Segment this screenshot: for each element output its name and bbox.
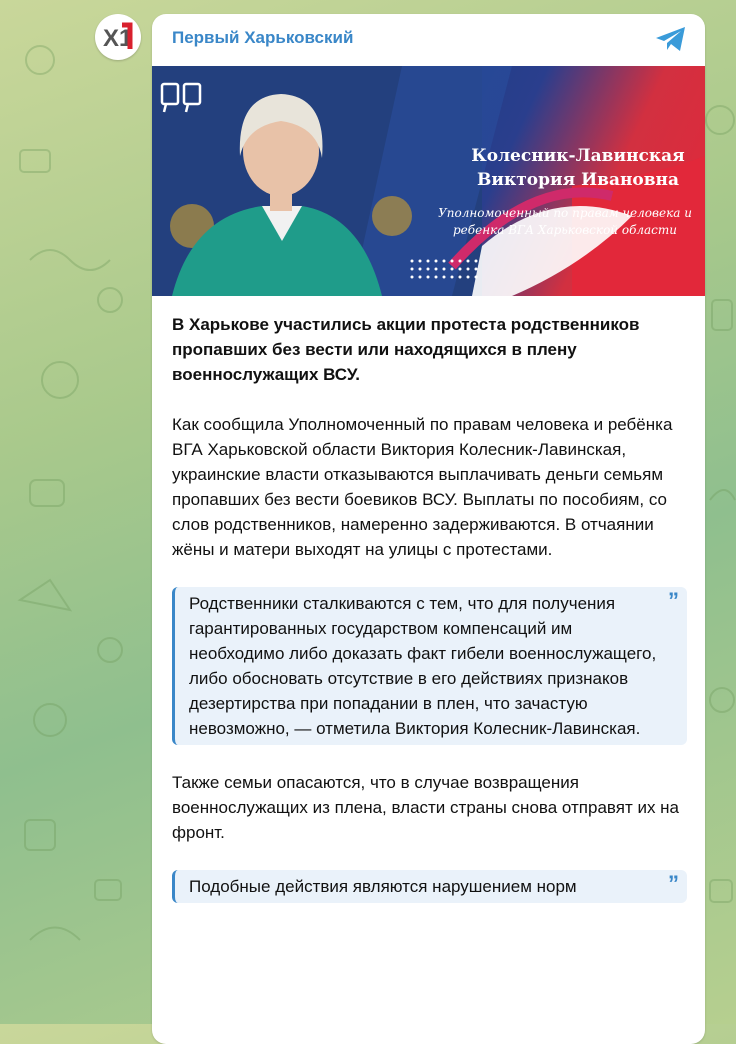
post-image[interactable]	[152, 66, 705, 296]
channel-avatar[interactable]	[95, 14, 141, 60]
banner-name-line1: Колесник-Лавинская	[471, 146, 685, 166]
post-paragraph-1: Как сообщила Уполномоченный по правам человека и ребёнка ВГА Харьковской области Виктория Колесник-Лавинская, украинские власти отказываются выплачивать деньги семьям пропавших без вести боевиков ВСУ. Выплаты по пособиям, со слов родственников, намеренно задерживаются. В отчаянии жёны и матери выходят на улицы с протестами.	[172, 415, 673, 559]
post-text	[172, 312, 687, 928]
blockquote-2	[172, 870, 687, 903]
quote-mark-icon: ”	[668, 588, 679, 613]
blockquote-1-text: Родственники сталкиваются с тем, что для получения гарантированных государством компенсаций им необходимо либо доказать факт гибели военнослужащего, либо обосновать отсутствие в его действиях признаков дезертирства при попадании в плен, что зачастую невозможно, — отметила Виктория Колесник-Лавинская.	[189, 594, 657, 738]
message-header	[152, 14, 705, 64]
banner-name-line2: Виктория Ивановна	[476, 170, 680, 190]
blockquote-2-text: Подобные действия являются нарушением норм	[189, 877, 577, 896]
message-card	[152, 14, 705, 1044]
blockquote-1	[172, 587, 687, 745]
banner-role-line1: Уполномоченный по правам человека и	[438, 206, 692, 220]
post-headline: В Харькове участились акции протеста родственников пропавших без вести или находящихся в плену военнослужащих ВСУ.	[172, 315, 640, 384]
channel-logo-icon	[98, 17, 138, 57]
channel-name-link[interactable]: Первый Харьковский	[172, 28, 354, 47]
svg-text:X1: X1	[103, 25, 133, 52]
post-paragraph-2: Также семьи опасаются, что в случае возвращения военнослужащих из плена, власти страны снова отправят их на фронт.	[172, 773, 680, 842]
banner-role-line2: ребенка ВГА Харьковской области	[452, 223, 678, 237]
quote-mark-icon: ”	[668, 871, 679, 896]
telegram-icon[interactable]	[655, 26, 687, 52]
